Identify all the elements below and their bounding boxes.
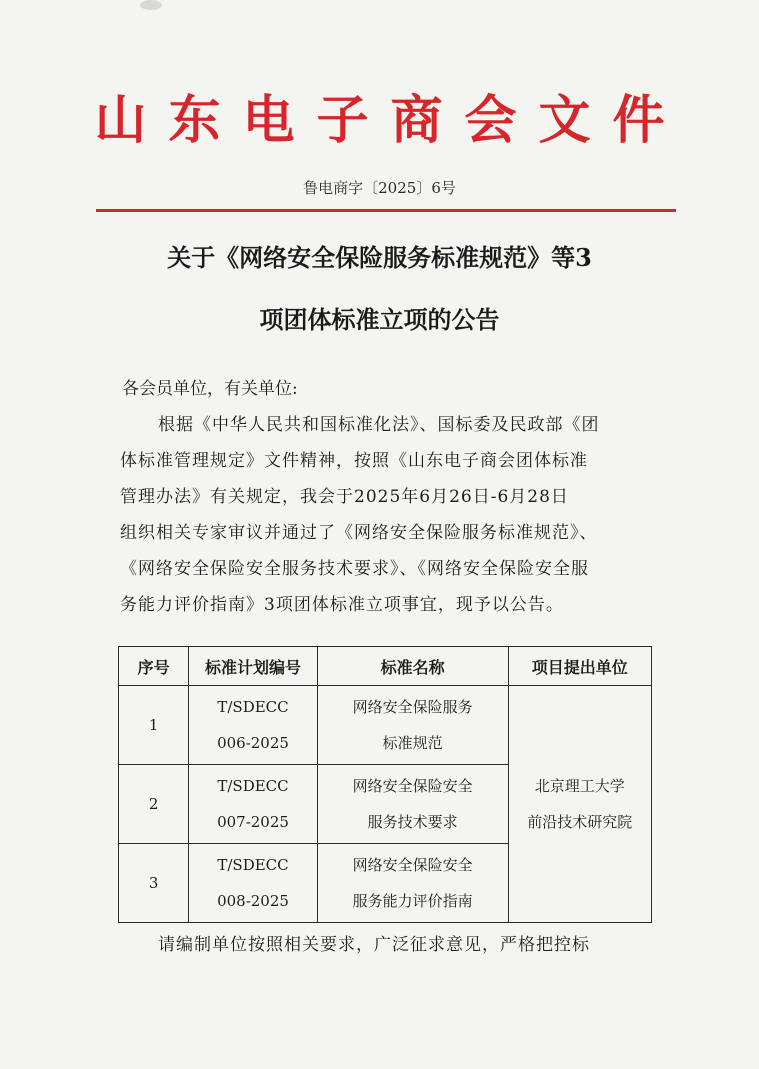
name-line: 网络安全保险服务 [352, 698, 473, 716]
row-no: 3 [119, 844, 189, 923]
body-line: 根据《中华人民共和国标准化法》、国标委及民政部《团 [158, 415, 600, 435]
row-code [189, 765, 317, 844]
document-number: 鲁电商字〔2025〕6号 [303, 179, 456, 197]
header-standard-name: 标准名称 [317, 647, 508, 686]
addressee: 各会员单位，有关单位: [122, 379, 298, 399]
name-line: 服务技术要求 [367, 813, 458, 831]
header-proposing-unit: 项目提出单位 [508, 647, 651, 686]
name-line: 服务能力评价指南 [352, 892, 473, 910]
code-line: T/SDECC [217, 856, 289, 874]
row-name [317, 844, 508, 923]
unit-line: 前沿技术研究院 [527, 813, 633, 831]
row-no: 1 [119, 686, 189, 765]
row-name [317, 686, 508, 765]
code-line: T/SDECC [217, 777, 289, 795]
body-line: 组织相关专家审议并通过了《网络安全保险服务标准规范》、 [120, 523, 598, 543]
name-line: 标准规范 [382, 734, 443, 752]
code-line: 008-2025 [217, 892, 289, 910]
standards-table [118, 646, 652, 923]
header-plan-code: 标准计划编号 [189, 647, 317, 686]
table-header-row [119, 647, 652, 686]
name-line: 网络安全保险安全 [352, 856, 473, 874]
row-name [317, 765, 508, 844]
row-code [189, 844, 317, 923]
scan-mark [140, 0, 162, 10]
notice-title-line-1: 关于《网络安全保险服务标准规范》等3 [167, 243, 592, 272]
header-no: 序号 [119, 647, 189, 686]
row-code [189, 686, 317, 765]
proposing-unit [508, 686, 651, 923]
body-line: 《网络安全保险安全服务技术要求》、《网络安全保险安全服 [120, 559, 589, 579]
body-line: 管理办法》有关规定，我会于2025年6月26日-6月28日 [120, 487, 569, 507]
closing-line: 请编制单位按照相关要求，广泛征求意见，严格把控标 [158, 935, 590, 955]
org-header-title: 山东电子商会文件 [94, 90, 687, 151]
code-line: 006-2025 [217, 734, 289, 752]
body-line: 体标准管理规定》文件精神，按照《山东电子商会团体标准 [120, 451, 588, 471]
body-paragraph [120, 407, 660, 623]
row-no: 2 [119, 765, 189, 844]
name-line: 网络安全保险安全 [352, 777, 473, 795]
table-row [119, 686, 652, 765]
code-line: 007-2025 [217, 813, 289, 831]
notice-title-line-2: 项团体标准立项的公告 [259, 305, 500, 334]
body-line: 务能力评价指南》3项团体标准立项事宜，现予以公告。 [120, 595, 564, 615]
unit-line: 北京理工大学 [534, 777, 625, 795]
red-divider [96, 209, 676, 212]
code-line: T/SDECC [217, 698, 289, 716]
